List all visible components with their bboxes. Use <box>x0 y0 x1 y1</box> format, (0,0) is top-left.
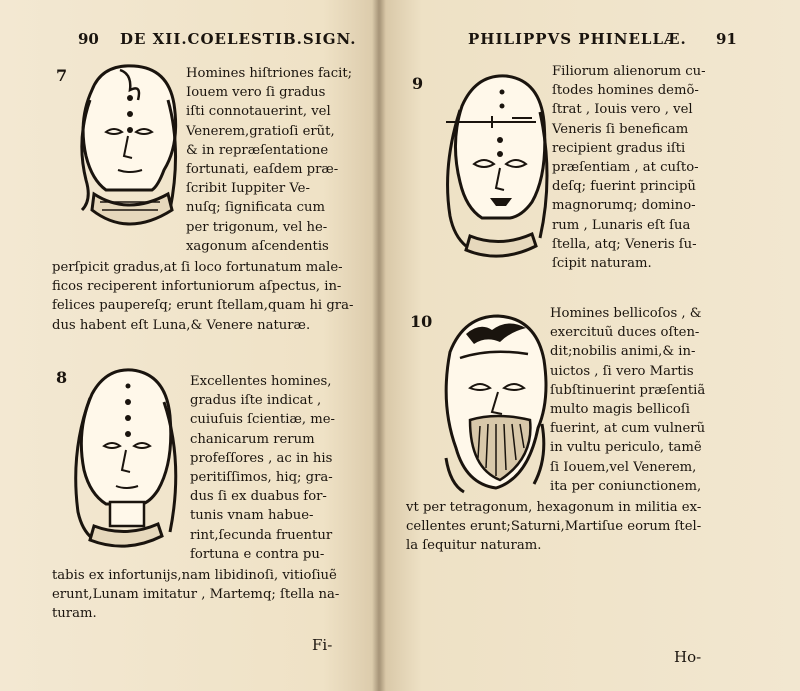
running-head-right: PHILIPPVS PHINELLÆ. <box>468 30 687 48</box>
text-line: rint,ſecunda fruentur <box>190 527 333 543</box>
text-line: cuiuſuis ſcientiæ, me- <box>190 412 335 428</box>
text-line: profeſſores , ac in his <box>190 450 333 466</box>
text-line: fortunati, eaſdem præ- <box>186 161 339 177</box>
text-line: dus ſi ex duabus for- <box>190 489 327 505</box>
text-line: erunt,Lunam imitatur , Martemq; ſtella na- <box>52 587 340 603</box>
text-line: recipient gradus iſti <box>552 140 686 156</box>
text-line: magnorumq; domino- <box>552 198 696 214</box>
section-8-column <box>190 372 335 564</box>
text-line: nuſq; ſignificata cum <box>186 200 325 216</box>
text-line: ſi Iouem,vel Venerem, <box>550 459 697 475</box>
left-page <box>0 0 380 691</box>
text-line: in vultu periculo, tamẽ <box>550 440 702 456</box>
text-line: ſcipit naturam. <box>552 255 652 271</box>
woodcut-head-7-icon <box>72 60 184 238</box>
text-line: ſubſtinuerint præſentiã <box>550 382 706 398</box>
text-line: fortuna e contra pu- <box>190 546 325 562</box>
right-page <box>380 0 800 691</box>
section-7-column <box>186 64 352 256</box>
text-line: & in repræſentatione <box>186 142 329 158</box>
text-line: ficos reciperent infortuniorum aſpectus, in- <box>52 279 342 295</box>
text-line: Excellentes homines, <box>190 374 332 389</box>
text-line: felices paupereſq; erunt ſtellam,quam hi gra- <box>52 298 354 314</box>
text-line: fuerint, at cum vulnerũ <box>550 421 706 437</box>
text-line: exercituũ duces oſten- <box>550 325 700 341</box>
text-line: ita per coniunctionem, <box>550 478 702 494</box>
woodcut-head-8-icon <box>62 362 184 552</box>
text-line: Veneris ſi beneficam <box>552 121 689 137</box>
page-number-right: 91 <box>716 30 737 48</box>
woodcut-head-9-icon <box>436 66 554 262</box>
section-number-9: 9 <box>412 74 424 93</box>
text-line: Iouem vero ſi gradus <box>186 85 326 101</box>
section-number-10: 10 <box>410 312 433 331</box>
text-line: Filiorum alienorum cu- <box>552 64 706 79</box>
text-line: vt per tetragonum, hexagonum in militia ex- <box>406 500 702 515</box>
text-line: dus habent eſt Luna,& Venere naturæ. <box>52 317 311 333</box>
catchword-left: Fi- <box>312 636 333 654</box>
running-head-left: DE XII.COELESTIB.SIGN. <box>120 30 357 48</box>
section-8-full <box>52 566 339 624</box>
text-line: perſpicit gradus,at ſi loco fortunatum male- <box>52 260 343 275</box>
woodcut-head-10-icon <box>430 308 554 500</box>
text-line: la ſequitur naturam. <box>406 538 542 554</box>
text-line: uictos , ſi vero Martis <box>550 363 694 379</box>
text-line: ſtella, atq; Veneris ſu- <box>552 236 697 252</box>
text-line: turam. <box>52 606 97 622</box>
text-line: ſtodes homines demõ- <box>552 83 699 99</box>
section-7-full <box>52 258 353 335</box>
text-line: chanicarum rerum <box>190 431 315 447</box>
text-line: deſq; fuerint principũ <box>552 179 696 195</box>
page-number-left: 90 <box>78 30 99 48</box>
section-10-full <box>406 498 701 556</box>
section-10-column <box>550 304 705 496</box>
text-line: Venerem,gratioſi erũt, <box>186 123 335 139</box>
text-line: dit;nobilis animi,& in- <box>550 344 696 360</box>
gutter <box>372 0 386 691</box>
text-line: ſcribit Iuppiter Ve- <box>186 181 310 197</box>
section-9-column <box>552 62 706 273</box>
text-line: cellentes erunt;Saturni,Martiſue eorum ſtel- <box>406 519 702 535</box>
text-line: multo magis bellicoſi <box>550 401 690 417</box>
text-line: xagonum aſcendentis <box>186 238 329 254</box>
section-number-8: 8 <box>56 368 68 387</box>
text-line: peritiſſimos, hiq; gra- <box>190 469 333 485</box>
text-line: præſentiam , at cuſto- <box>552 159 699 175</box>
text-line: Homines bellicoſos , & <box>550 306 702 321</box>
text-line: per trigonum, vel he- <box>186 219 328 235</box>
text-line: tabis ex infortunijs,nam libidinoſi, vitioſiuẽ <box>52 568 337 583</box>
text-line: ſtrat , Iouis vero , vel <box>552 102 693 118</box>
text-line: rum , Lunaris eſt ſua <box>552 217 691 233</box>
text-line: gradus iſte indicat , <box>190 393 322 409</box>
text-line: Homines hiſtriones facit; <box>186 66 353 81</box>
catchword-right: Ho- <box>674 648 702 666</box>
section-number-7: 7 <box>56 66 68 85</box>
text-line: tunis vnam habue- <box>190 508 314 524</box>
text-line: iſti connotauerint, vel <box>186 104 331 120</box>
